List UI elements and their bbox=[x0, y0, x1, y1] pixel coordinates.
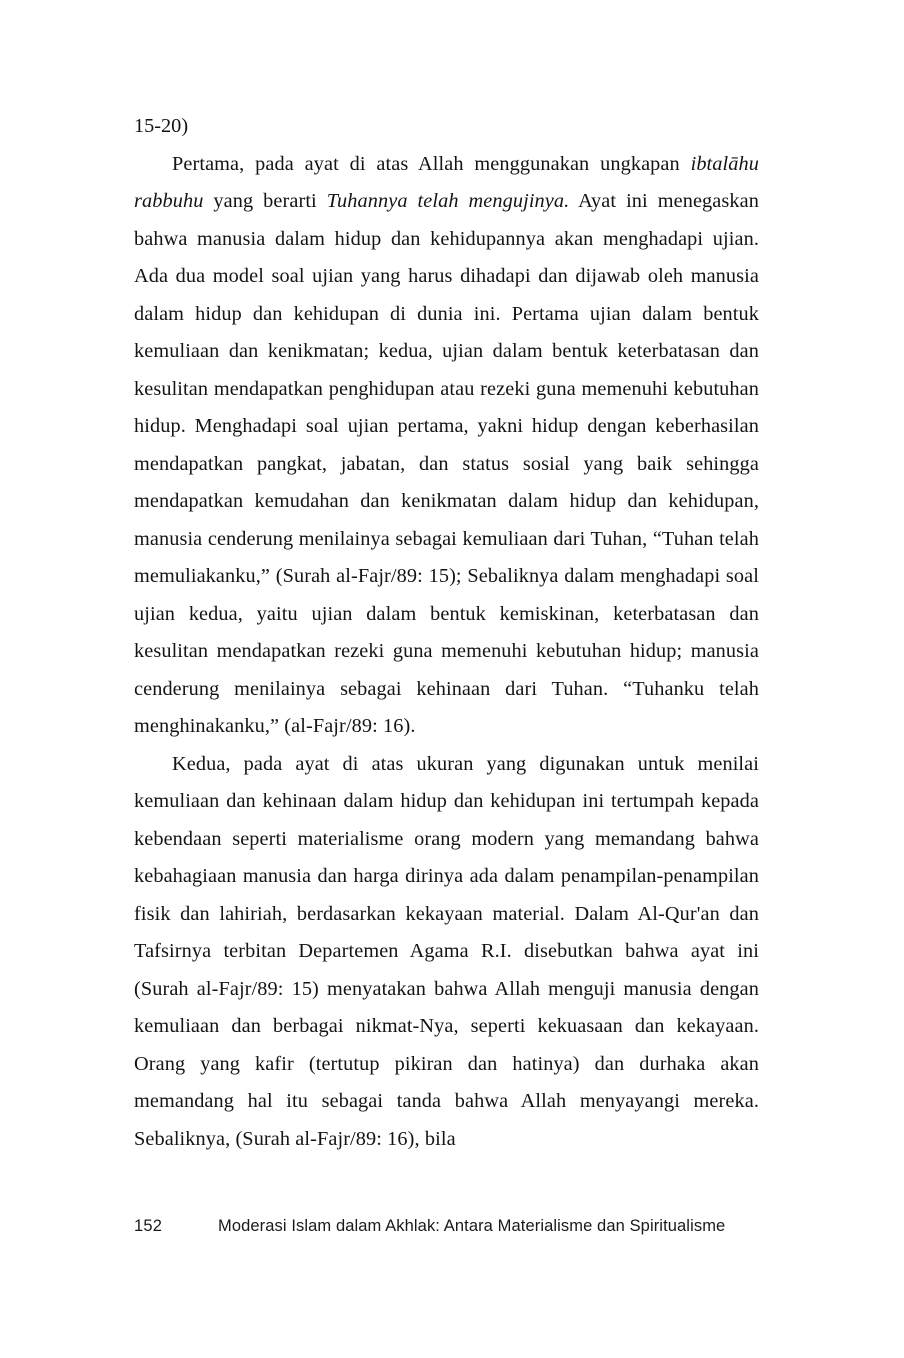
page-footer bbox=[134, 1217, 774, 1236]
continued-reference-line: 15-20) bbox=[134, 115, 189, 137]
paragraph-first-lead: Pertama, pada ayat di atas Allah menggunakan ungkapan bbox=[172, 152, 691, 175]
paragraph-second: Kedua, pada ayat di atas ukuran yang digunakan untuk menilai kemuliaan dan kehinaan dalam hidup dan kehidupan ini tertumpah kepada kebendaan seperti materialisme orang modern yang memandang bahwa kebahagiaan manusia dan harga dirinya ada dalam penampilan-penampilan fisik dan lahiriah, berdasarkan kekayaan material. Dalam Al-Qur'an dan Tafsirnya terbitan Departemen Agama R.I. disebutkan bahwa ayat ini (Surah al-Fajr/89: 15) menyatakan bahwa Allah menguji manusia dengan kemuliaan dan berbagai nikmat-Nya, seperti kekuasaan dan kekayaan. Orang yang kafir (tertutup pikiran dan hatinya) dan durhaka akan memandang hal itu sebagai tanda bahwa Allah menyayangi mereka. Sebaliknya, (Surah al-Fajr/89: 16), bila bbox=[134, 752, 759, 1150]
translation-italic-2: Tuhannya telah mengujinya. bbox=[326, 190, 570, 212]
paragraph-first-rest: Ayat ini menegaskan bahwa manusia dalam hidup dan kehidupannya akan menghadapi ujian. Ada dua model soal ujian yang harus dihadapi dan dijawab oleh manusia dalam hidup dan kehidupan di dunia ini. Pertama ujian dalam bentuk kemuliaan dan kenikmatan; kedua, ujian dalam bentuk keterbatasan dan kesulitan mendapatkan penghidupan atau rezeki guna memenuhi kebutuhan hidup. Menghadapi soal ujian pertama, yakni hidup dengan keberhasilan mendapatkan pangkat, jabatan, dan status sosial yang baik sehingga mendapatkan kemudahan dan kenikmatan dalam hidup dan kehidupan, manusia cenderung menilainya sebagai kemuliaan dari Tuhan, “Tuhan telah memuliakanku,” (Surah al-Fajr/89: 15); Sebaliknya dalam menghadapi soal ujian kedua, yaitu ujian dalam bentuk kemiskinan, keterbatasan dan kesulitan mendapatkan rezeki guna memenuhi kebutuhan hidup; manusia cenderung menilainya sebagai kehinaan dari Tuhan. “Tuhanku telah menghinakanku,” (al-Fajr/89: 16). bbox=[134, 190, 759, 737]
page-number: 152 bbox=[134, 1217, 163, 1235]
paragraph-first-mid: yang berarti bbox=[203, 190, 327, 212]
page-text-column bbox=[134, 108, 759, 1158]
arabic-term-italic-1: ibtalāhu rabbuhu bbox=[134, 152, 759, 212]
running-head: Moderasi Islam dalam Akhlak: Antara Materialisme dan Spiritualisme bbox=[218, 1217, 726, 1235]
paragraph-first bbox=[134, 146, 759, 746]
